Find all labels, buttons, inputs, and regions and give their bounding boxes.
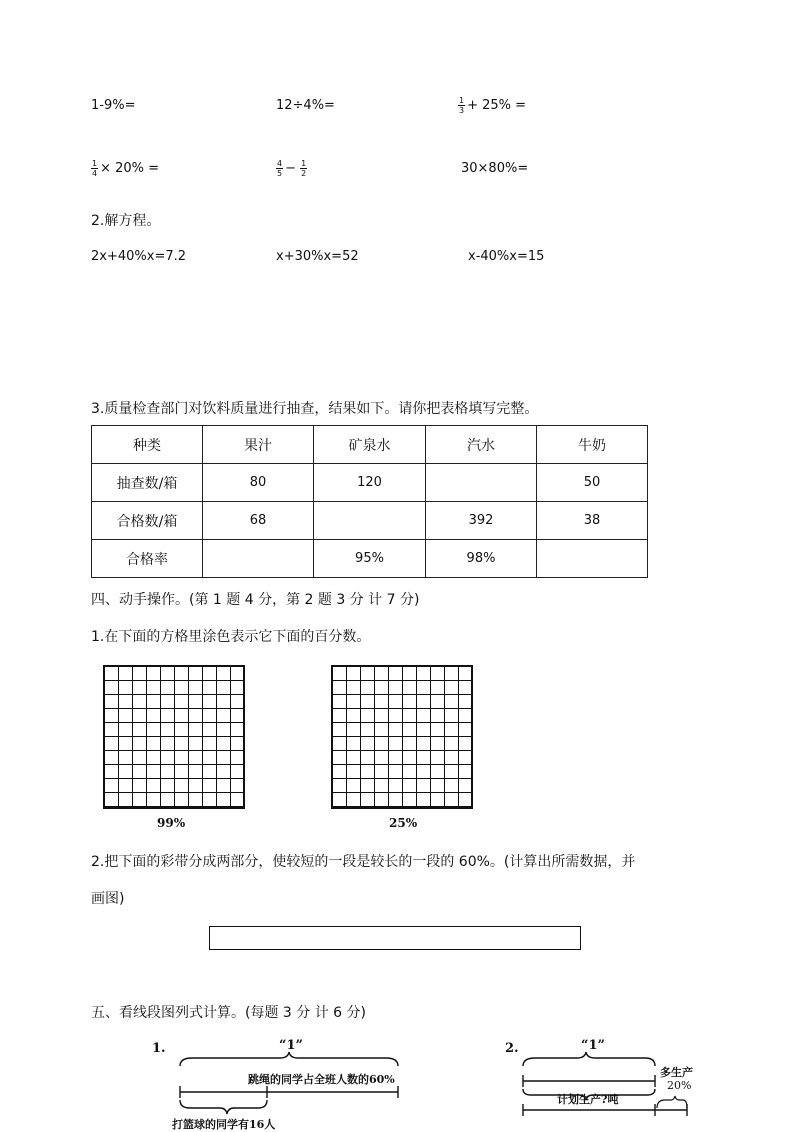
fraction: $\frac{1}{4}$	[92, 159, 98, 178]
fraction: $\frac{1}{2}$	[301, 159, 307, 178]
table-header-cell: 牛奶	[537, 426, 648, 464]
calc-item-4: $\frac{1}{4}$ × 20% =	[92, 159, 160, 178]
top-brace	[523, 1052, 655, 1066]
equation-1: 2x+40%x=7.2	[91, 249, 187, 264]
diagram-2-more-label: 多生产	[660, 1066, 693, 1079]
calc-item-2: 12÷4%=	[276, 98, 335, 113]
table-row	[92, 464, 648, 502]
table-cell-blank[interactable]	[314, 502, 426, 540]
quality-table	[91, 425, 648, 578]
table-question-title: 3.质量检查部门对饮料质量进行抽查，结果如下。请你把表格填写完整。	[91, 401, 539, 417]
row-label: 抽查数/箱	[92, 464, 203, 502]
ribbon-question-line-1: 2.把下面的彩带分成两部分，使较短的一段是较长的一段的 60%。(计算出所需数据，并	[91, 854, 636, 870]
table-header-row	[92, 426, 648, 464]
fraction: $\frac{4}{5}$	[277, 159, 283, 178]
section-4-title: 四、动手操作。(第 1 题 4 分，第 2 题 3 分 计 7 分)	[91, 592, 420, 608]
table-cell: 80	[203, 464, 314, 502]
table-header-cell: 种类	[92, 426, 203, 464]
table-header-cell: 汽水	[426, 426, 537, 464]
diagram-2-number: 2.	[505, 1041, 519, 1056]
diagram-2-percent: 20%	[667, 1079, 692, 1092]
table-cell-blank[interactable]	[426, 464, 537, 502]
top-brace	[180, 1052, 398, 1066]
ribbon-question-line-2: 画图)	[91, 891, 125, 907]
calc-item-6: 30×80%=	[461, 161, 529, 176]
equations-title: 2.解方程。	[91, 213, 161, 229]
diagram-1-whole-label: “1”	[279, 1038, 304, 1053]
ribbon-bar[interactable]	[209, 926, 581, 950]
grid-2-percent-label: 25%	[389, 816, 418, 830]
bottom-brace	[180, 1100, 267, 1114]
table-cell-blank[interactable]	[203, 540, 314, 578]
table-row	[92, 502, 648, 540]
calc-item-3: $\frac{1}{3}$ + 25% =	[459, 96, 527, 115]
table-cell: 68	[203, 502, 314, 540]
diagram-2-whole-label: “1”	[581, 1038, 606, 1053]
extra-brace	[657, 1096, 687, 1108]
row-label: 合格数/箱	[92, 502, 203, 540]
equation-3: x-40%x=15	[468, 249, 545, 264]
calc-item-1: 1-9%=	[91, 98, 136, 113]
table-header-cell: 矿泉水	[314, 426, 426, 464]
hundred-grid-1[interactable]	[103, 665, 245, 809]
row-label: 合格率	[92, 540, 203, 578]
table-cell: 50	[537, 464, 648, 502]
diagram-1-bottom-label: 打篮球的同学有16人	[172, 1118, 276, 1131]
table-cell: 38	[537, 502, 648, 540]
section-5-title: 五、看线段图列式计算。(每题 3 分 计 6 分)	[91, 1005, 366, 1021]
table-cell-blank[interactable]	[537, 540, 648, 578]
table-header-cell: 果汁	[203, 426, 314, 464]
equation-2: x+30%x=52	[276, 249, 359, 264]
table-cell: 120	[314, 464, 426, 502]
diagram-1-number: 1.	[152, 1041, 166, 1056]
grid-question-title: 1.在下面的方格里涂色表示它下面的百分数。	[91, 629, 371, 645]
hundred-grid-2[interactable]	[331, 665, 473, 809]
fraction: $\frac{1}{3}$	[459, 96, 465, 115]
table-row	[92, 540, 648, 578]
diagram-1-label: 跳绳的同学占全班人数的60%	[248, 1073, 395, 1086]
table-cell: 392	[426, 502, 537, 540]
table-cell: 95%	[314, 540, 426, 578]
grid-1-percent-label: 99%	[157, 816, 186, 830]
calc-item-5: $\frac{4}{5}$ − $\frac{1}{2}$	[277, 159, 307, 178]
diagram-2-label: 计划生产?吨	[557, 1093, 619, 1106]
table-cell: 98%	[426, 540, 537, 578]
